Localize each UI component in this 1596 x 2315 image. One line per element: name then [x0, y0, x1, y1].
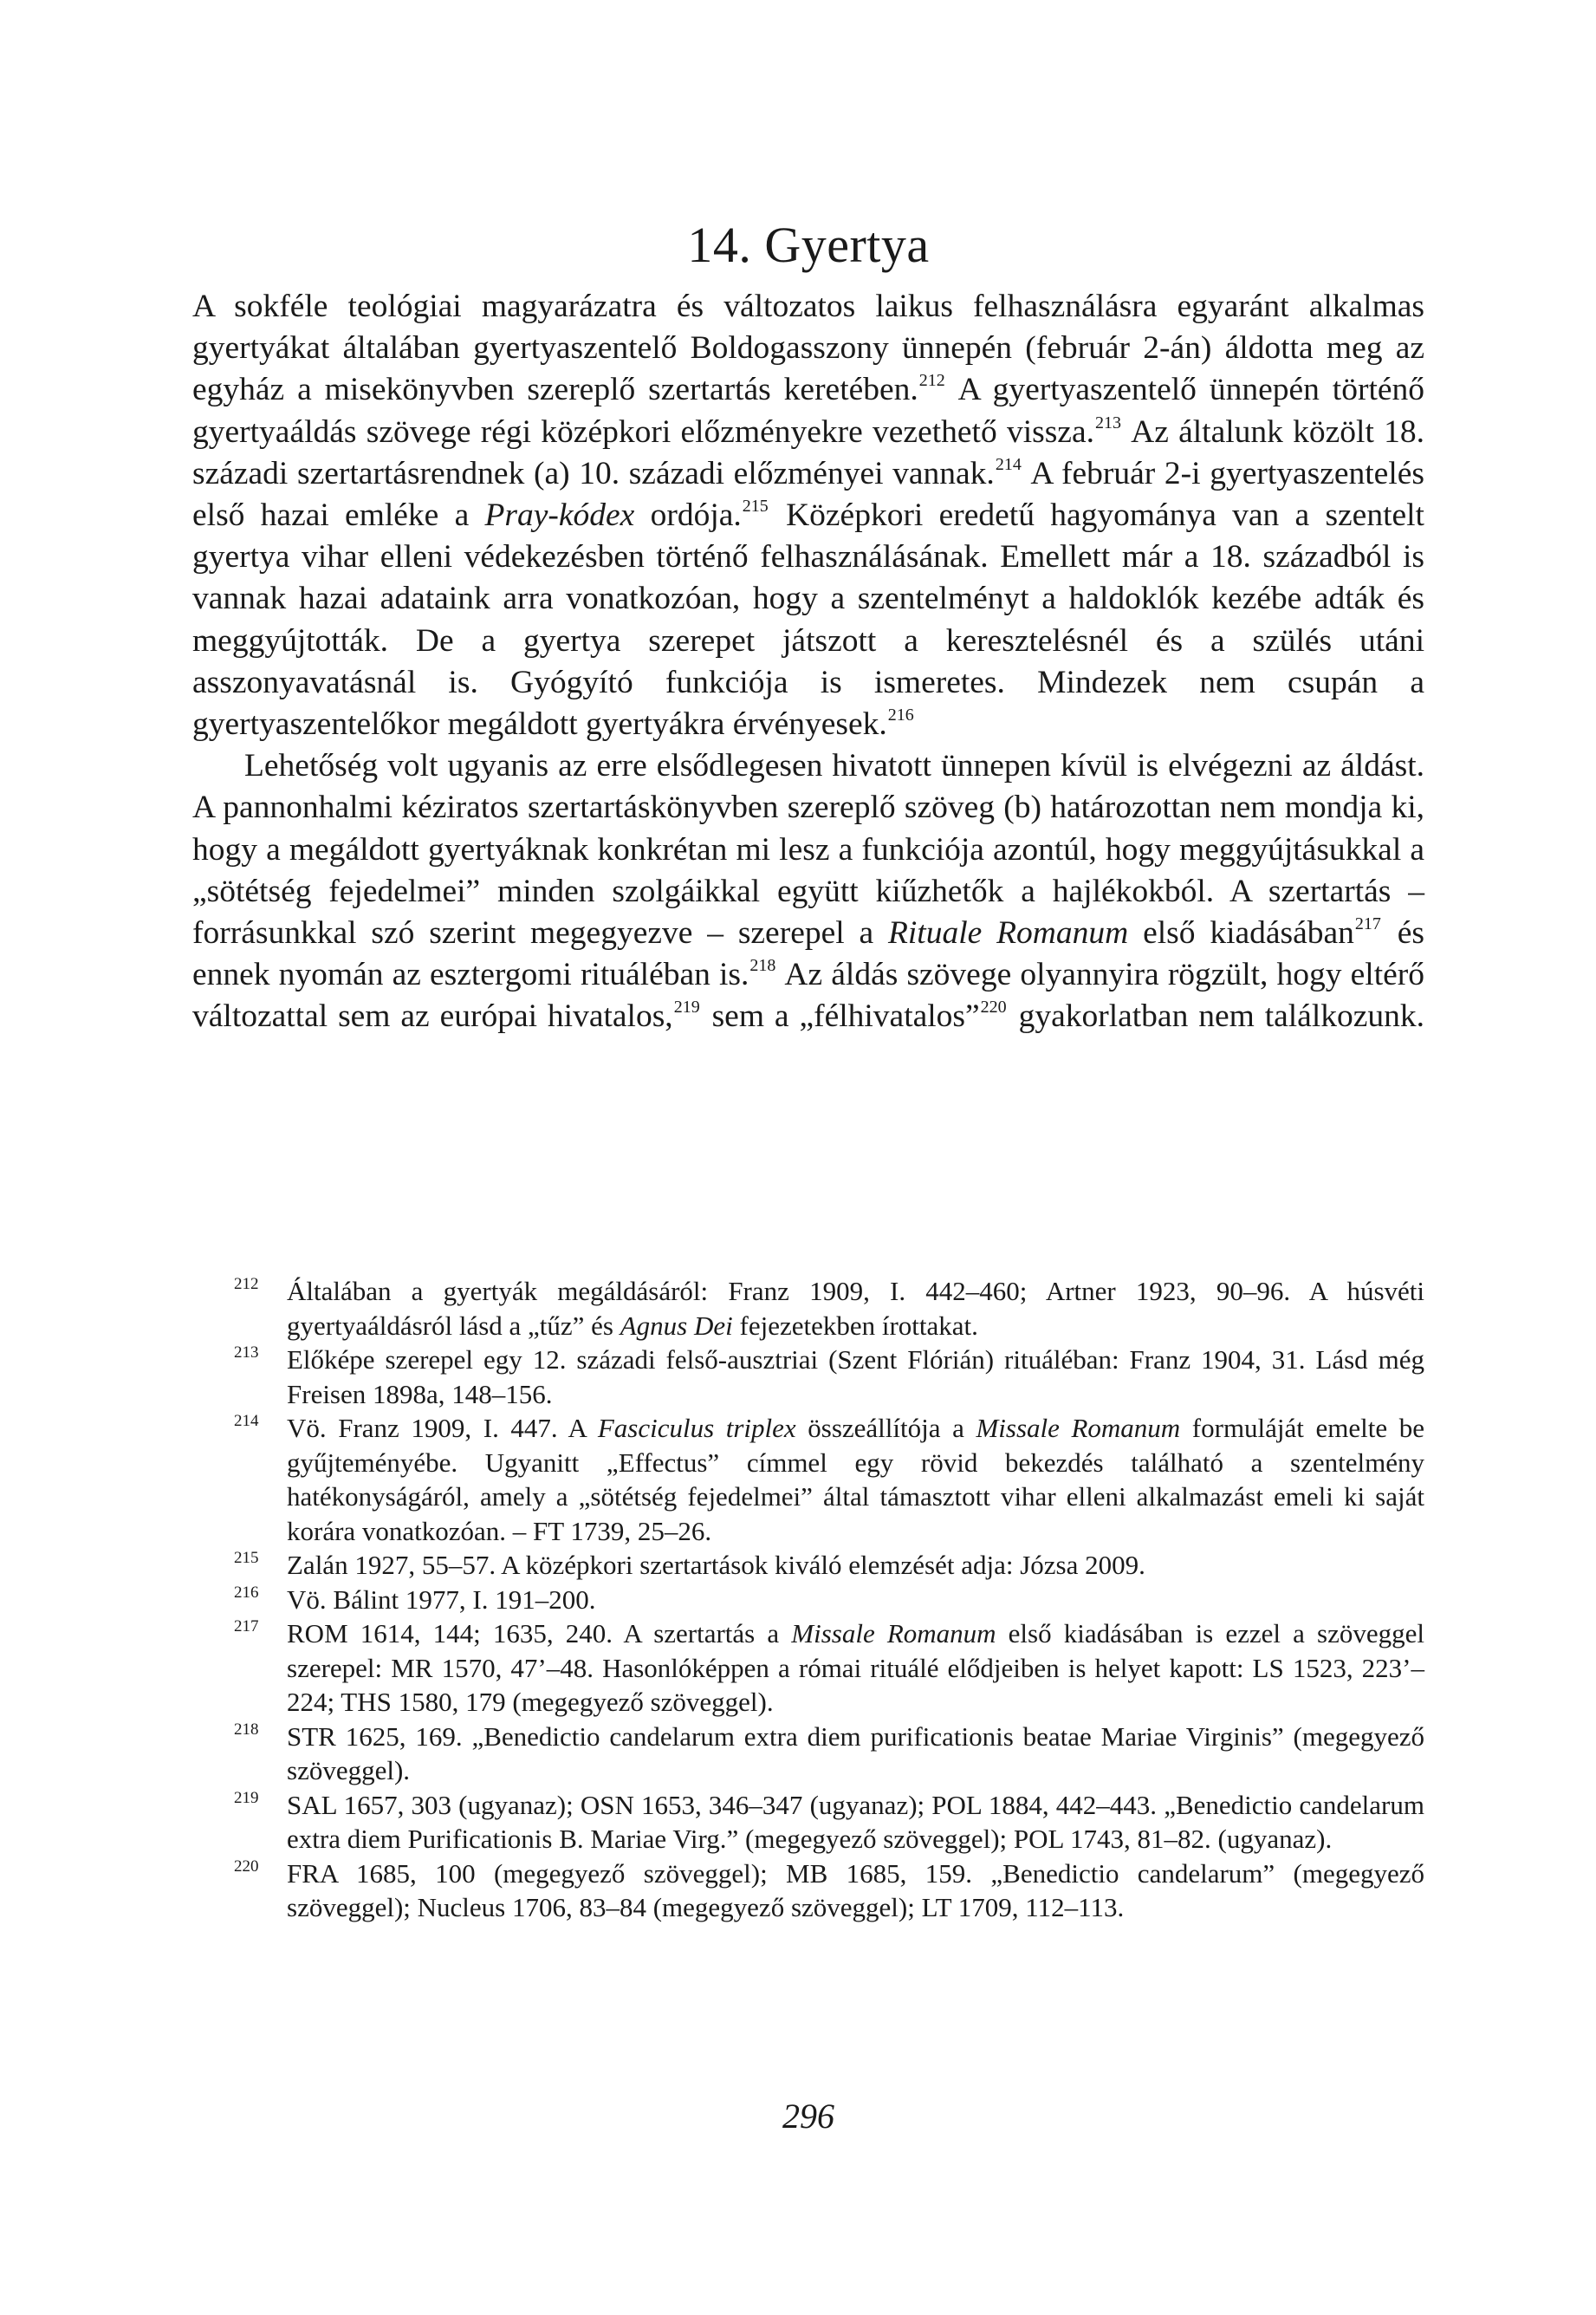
paragraph: A sokféle teológiai magyarázatra és változatos laikus felhasználásra egyaránt alkalmas gyertyákat általában gyertyaszentelő Boldogasszony ünnepén (február 2-án) áldotta meg az egyház a misekönyvben szereplő szertartás keretében.$^{212}$ A gyertyaszentelő ünnepén történő gyertyaáldás szövege régi középkori előzményekre vezethető vissza.$^{213}$ Az általunk közölt 18. századi szertartásrendnek (a) 10. századi előzményei vannak.$^{214}$ A február 2-i gyertyaszentelés első hazai emléke a Pray-kódex ordója.$^{215}$ Középkori eredetű hagyománya van a szentelt gyertya vihar elleni védekezésben történő felhasználásának. Emellett már a 18. századból is vannak hazai adataink arra vonatkozóan, hogy a szentelményt a haldoklók kezébe adták és meggyújtották. De a gyertya szerepet játszott a keresztelésnél és a szülés utáni asszonyavatásnál is. Gyógyító funkciója is ismeretes. Mindezek nem csupán a gyertyaszentelőkor megáldott gyertyákra érvényesek.$^{216}$ [192, 289, 1425, 743]
footnote-number: 214 [234, 1412, 259, 1430]
italic-title: Pray-kódex [484, 497, 635, 534]
footnote-text: SAL 1657, 303 (ugyanaz); OSN 1653, 346–347 (ugyanaz); POL 1884, 442–443. „Benedictio candelarum extra diem Purificationis B. Mariae Virg.” (megegyező szöveggel); POL 1743, 81–82. (ugyanaz). [287, 1789, 1424, 1854]
footnote-text: Zalán 1927, 55–57. A középkori szertartások kiváló elemzését adja: Józsa 2009. [287, 1550, 1145, 1580]
footnote [192, 1583, 1424, 1617]
footnote-reference[interactable]: 216 [887, 706, 914, 725]
footnote-reference[interactable]: 217 [1354, 914, 1381, 934]
footnote-text: Vö. Franz 1909, I. 447. A Fasciculus triplex összeállítója a Missale Romanum formuláját emelte be gyűjteményébe. Ugyanitt „Effectus” címmel egy rövid bekezdés található a szentelmény hatékonyságáról, amely a „sötétség fejedelmei” által támasztott vihar elleni alkalmazást emeli ki saját korára vonatkozóan. – FT 1739, 25–26. [287, 1413, 1424, 1546]
footnote-number: 219 [234, 1788, 259, 1807]
footnote-reference[interactable]: 213 [1094, 413, 1121, 432]
footnote-text: Általában a gyertyák megáldásáról: Franz 1909, I. 442–460; Artner 1923, 90–96. A húsvéti gyertyaáldásról lásd a „tűz” és Agnus Dei fejezetekben írottakat. [287, 1276, 1424, 1341]
footnote-text: STR 1625, 169. „Benedictio candelarum extra diem purificationis beatae Mariae Virginis” (megegyező szöveggel). [287, 1720, 1424, 1785]
footnote-number: 217 [234, 1617, 259, 1635]
footnote-number: 213 [234, 1343, 259, 1362]
footnote [192, 1548, 1424, 1583]
footnote-reference[interactable]: 218 [749, 956, 776, 976]
italic-title: Missale Romanum [976, 1413, 1181, 1443]
italic-title: Rituale Romanum [887, 915, 1129, 952]
footnote [192, 1857, 1424, 1925]
paragraph: Lehetőség volt ugyanis az erre elsődlegesen hivatott ünnepen kívül is elvégezni az áldást. A pannonhalmi kéziratos szertartáskönyvben szereplő szöveg (b) határozottan nem mondja ki, hogy a megáldott gyertyáknak konkrétan mi lesz a funkciója azontúl, hogy meggyújtásukkal a „sötétség fejedelmei” minden szolgáikkal együtt kiűzhetők a hajlékokból. A szertartás – forrásunkkal szó szerint megegyezve – szerepel a Rituale Romanum első kiadásában$^{217}$ és ennek nyomán az esztergomi rituáléban is.$^{218}$ Az áldás szövege olyannyira rögzült, hogy eltérő változattal sem az európai hivatalos,$^{219}$ sem a „félhivatalos”$^{220}$ gyakorlatban nem találkozunk. [192, 748, 1425, 1035]
footnote-reference[interactable]: 214 [995, 454, 1022, 474]
footnote-number: 218 [234, 1720, 259, 1739]
footnote-number: 215 [234, 1549, 259, 1567]
footnote-text: Vö. Bálint 1977, I. 191–200. [287, 1583, 596, 1615]
body-text [192, 286, 1424, 1038]
footnote [192, 1788, 1424, 1857]
footnote [192, 1411, 1424, 1548]
footnote-reference[interactable]: 212 [918, 371, 945, 391]
footnote [192, 1616, 1424, 1720]
footnote [192, 1274, 1424, 1343]
italic-title: Agnus Dei [620, 1310, 733, 1341]
italic-title: Fasciculus triplex [597, 1413, 796, 1443]
footnote-reference[interactable]: 215 [742, 497, 769, 517]
footnote-reference[interactable]: 220 [980, 998, 1007, 1018]
footnote [192, 1343, 1424, 1411]
footnote [192, 1720, 1424, 1788]
footnotes [192, 1274, 1424, 1925]
footnote-number: 216 [234, 1583, 259, 1602]
page-number: 296 [782, 2097, 834, 2136]
footnote-reference[interactable]: 219 [673, 998, 700, 1018]
footnote-text: FRA 1685, 100 (megegyező szöveggel); MB 1685, 159. „Benedictio candelarum” (megegyező szöveggel); Nucleus 1706, 83–84 (megegyező szöveggel); LT 1709, 112–113. [287, 1857, 1424, 1922]
footnote-text: ROM 1614, 144; 1635, 240. A szertartás a Missale Romanum első kiadásában is ezzel a szöveggel szerepel: MR 1570, 47’–48. Hasonlóképpen a római rituálé elődjeiben is helyet kapott: LS 1523, 223’–224; THS 1580, 179 (megegyező szöveggel). [287, 1618, 1424, 1717]
footnote-number: 220 [234, 1857, 259, 1876]
footnote-number: 212 [234, 1275, 259, 1293]
italic-title: Missale Romanum [791, 1618, 996, 1648]
chapter-title: 14. Gyertya [687, 216, 930, 273]
footnote-text: Előképe szerepel egy 12. századi felső-ausztriai (Szent Flórián) rituáléban: Franz 1904, 31. Lásd még Freisen 1898a, 148–156. [287, 1344, 1424, 1409]
